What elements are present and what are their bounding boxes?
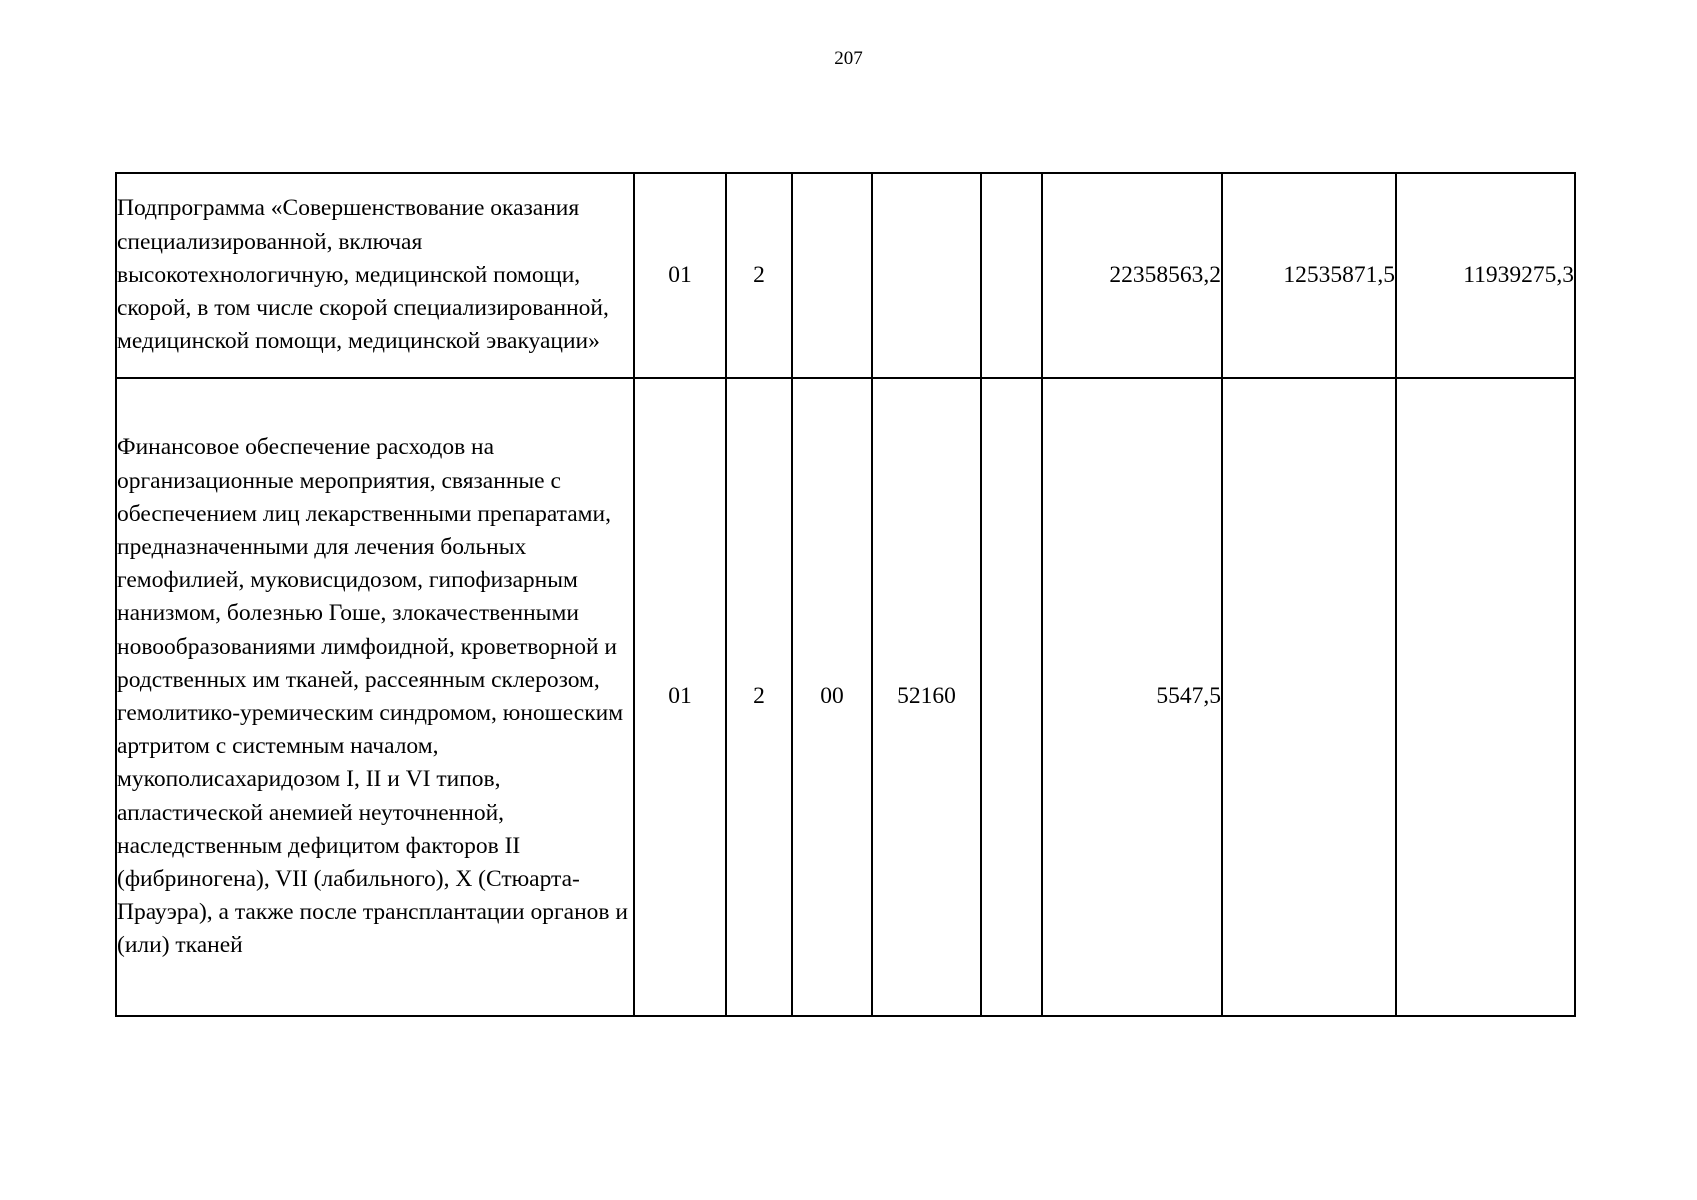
code4-cell: 52160 (872, 378, 981, 1016)
amount1-cell: 22358563,2 (1042, 173, 1222, 378)
budget-table (115, 172, 1576, 1017)
row-name-cell (116, 378, 634, 1016)
amount1-cell: 5547,5 (1042, 378, 1222, 1016)
table-row (116, 378, 1575, 1016)
code2-cell: 2 (726, 378, 792, 1016)
amount2-cell (1222, 378, 1396, 1016)
code5-cell (981, 378, 1042, 1016)
code2-cell: 2 (726, 173, 792, 378)
page-number: 207 (834, 48, 863, 69)
code4-cell (872, 173, 981, 378)
amount3-cell (1396, 378, 1575, 1016)
amount3-cell: 11939275,3 (1396, 173, 1575, 378)
code3-cell (792, 173, 872, 378)
row-name-cell (116, 173, 634, 378)
code1-cell: 01 (634, 378, 726, 1016)
amount2-cell: 12535871,5 (1222, 173, 1396, 378)
code5-cell (981, 173, 1042, 378)
code3-cell: 00 (792, 378, 872, 1016)
table-row (116, 173, 1575, 378)
row-name: Подпрограмма «Совершенствование оказания специализированной, включая высокотехнологичную, медицинской помощи, скорой, в том числе скорой специализированной, медицинской помощи, медицинской эвакуации» (117, 195, 609, 355)
code1-cell: 01 (634, 173, 726, 378)
row-name: Финансовое обеспечение расходов на организационные мероприятия, связанные с обеспечением лиц лекарственными препаратами, предназначенными для лечения больных гемофилией, муковисцидозом, гипофизарным нанизмом, болезнью Гоше, злокачественными новообразованиями лимфоидной, кроветворной и родственных им тканей, рассеянным склерозом, гемолитико-уремическим синдромом, юношеским артритом с системным началом, мукополисахаридозом I, II и VI типов, апластической анемией неуточненной, наследственным дефицитом факторов II (фибриногена), VII (лабильного), X (Стюарта-Прауэра), а также после трансплантации органов и (или) тканей (117, 434, 628, 959)
